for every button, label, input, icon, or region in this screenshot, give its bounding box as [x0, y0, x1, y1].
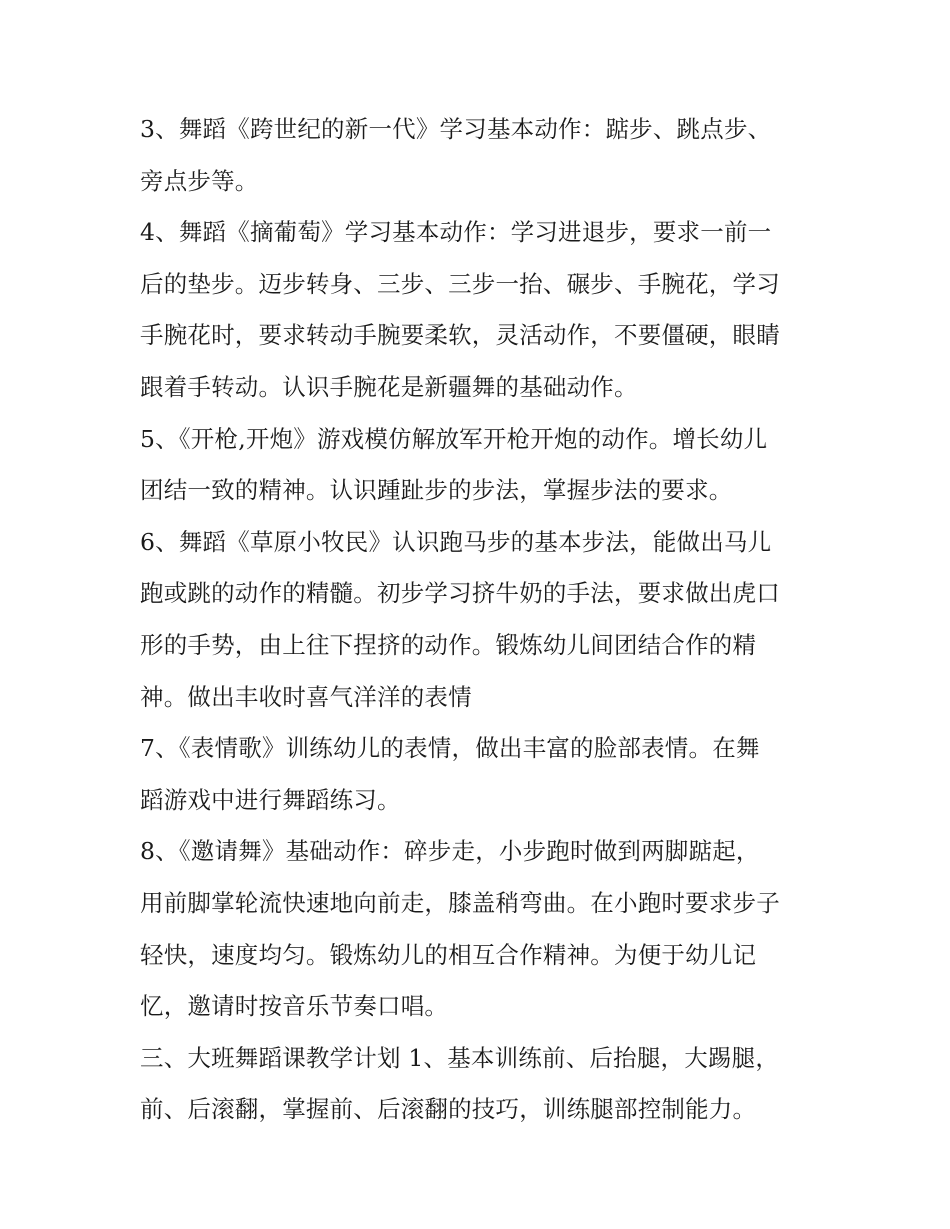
text-line: 7、《表情歌》训练幼儿的表情，做出丰富的脸部表情。在舞 [140, 734, 760, 763]
text-line: 跑或跳的动作的精髓。初步学习挤牛奶的手法，要求做出虎口 [140, 579, 780, 608]
text-line: 手腕花时，要求转动手腕要柔软，灵活动作，不要僵硬，眼睛 [140, 321, 780, 350]
text-line: 忆，邀请时按音乐节奏口唱。 [140, 992, 449, 1021]
text-line: 用前脚掌轮流快速地向前走，膝盖稍弯曲。在小跑时要求步子 [140, 888, 780, 917]
text-line: 神。做出丰收时喜气洋洋的表情 [140, 682, 472, 711]
text-line: 旁点步等。 [140, 166, 259, 195]
text-line: 4、舞蹈《摘葡萄》学习基本动作：学习进退步，要求一前一 [140, 218, 772, 247]
text-line: 跟着手转动。认识手腕花是新疆舞的基础动作。 [140, 372, 638, 401]
text-line: 前、后滚翻，掌握前、后滚翻的技巧，训练腿部控制能力。 [140, 1095, 757, 1124]
text-line: 三、大班舞蹈课教学计划 1、基本训练前、后抬腿，大踢腿， [140, 1043, 780, 1072]
text-line: 8、《邀请舞》基础动作：碎步走，小步跑时做到两脚踮起， [140, 837, 760, 866]
text-line: 团结一致的精神。认识踵趾步的步法，掌握步法的要求。 [140, 476, 733, 505]
text-line: 6、舞蹈《草原小牧民》认识跑马步的基本步法，能做出马儿 [140, 527, 772, 556]
text-line: 轻快，速度均匀。锻炼幼儿的相互合作精神。为便于幼儿记 [140, 940, 757, 969]
text-line: 3、舞蹈《跨世纪的新一代》学习基本动作：踮步、跳点步、 [140, 115, 772, 143]
text-line: 后的垫步。迈步转身、三步、三步一抬、碾步、手腕花，学习 [140, 269, 780, 298]
text-line: 形的手势，由上往下捏挤的动作。锻炼幼儿间团结合作的精 [140, 630, 757, 659]
document-body [140, 104, 820, 1136]
text-line: 5、《开枪,开炮》游戏模仿解放军开枪开炮的动作。增长幼儿 [140, 424, 768, 453]
text-line: 蹈游戏中进行舞蹈练习。 [140, 785, 401, 814]
